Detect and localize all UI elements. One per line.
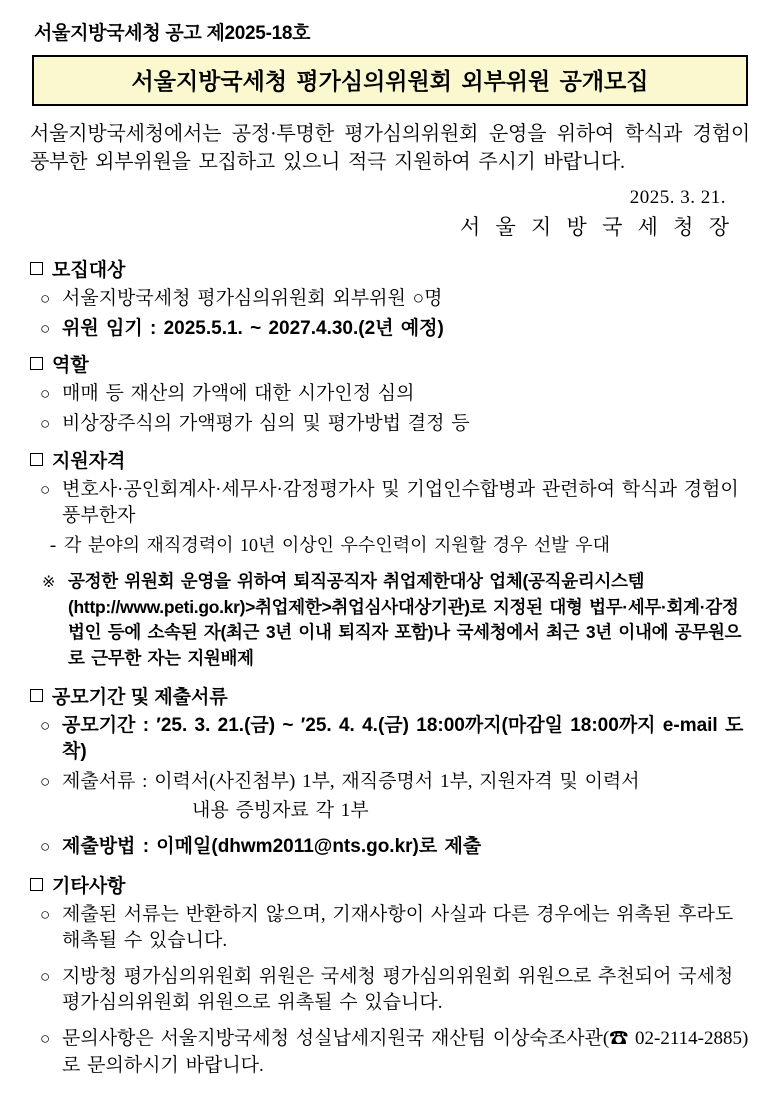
list-item bbox=[26, 902, 754, 954]
list-item-text: 제출된 서류는 반환하지 않으며, 기재사항이 사실과 다른 경우에는 위촉된 후라도 해촉될 수 있습니다. bbox=[62, 903, 734, 951]
circle-bullet-icon: ○ bbox=[40, 715, 51, 735]
list-item-text: 지방청 평가심의위원회 위원은 국세청 평가심의위원회 위원으로 추천되어 국세청 평가심의위원회 위원으로 위촉될 수 있습니다. bbox=[62, 966, 734, 1014]
circle-bullet-icon: ○ bbox=[40, 414, 51, 434]
list-item bbox=[26, 286, 754, 312]
section-recruitment-target bbox=[26, 255, 754, 342]
square-bullet-icon bbox=[30, 878, 43, 891]
list-item bbox=[26, 569, 754, 671]
list-item-text: 위원 임기 : 2025.5.1. ~ 2027.4.30.(2년 예정) bbox=[62, 318, 444, 339]
list-item bbox=[26, 769, 754, 795]
section-heading bbox=[30, 350, 754, 377]
list-item-text: 제출서류 : 이력서(사진첨부) 1부, 재직증명서 1부, 지원자격 및 이력서 bbox=[62, 770, 640, 792]
list-item bbox=[26, 533, 754, 559]
list-item-text: 서울지방국세청 평가심의위원회 외부위원 ○명 bbox=[62, 287, 443, 309]
list-item-text: 각 분야의 재직경력이 10년 이상인 우수인력이 지원할 경우 선발 우대 bbox=[64, 535, 610, 556]
section-heading-label: 역할 bbox=[52, 355, 89, 377]
section-role bbox=[26, 350, 754, 437]
intro-paragraph: 서울지방국세청에서는 공정·투명한 평가심의위원회 운영을 위하여 학식과 경험이 풍부한 외부위원을 모집하고 있으니 적극 지원하여 주시기 바랍니다. bbox=[30, 123, 750, 174]
page-title: 서울지방국세청 평가심의위원회 외부위원 공개모집 bbox=[131, 68, 649, 94]
section-item-list bbox=[26, 713, 754, 861]
square-bullet-icon bbox=[30, 453, 43, 466]
list-item-text: 공모기간 : ′25. 3. 21.(금) ~ ′25. 4. 4.(금) 18:00까지(마감일 18:00까지 e-mail 도착) bbox=[62, 714, 744, 762]
section-heading-label: 기타사항 bbox=[52, 875, 126, 897]
list-item bbox=[26, 1026, 754, 1078]
section-item-list bbox=[26, 902, 754, 1079]
section-heading-label: 모집대상 bbox=[52, 259, 126, 281]
section-other-matters bbox=[26, 871, 754, 1079]
section-item-list bbox=[26, 477, 754, 672]
section-heading bbox=[30, 682, 754, 709]
section-heading bbox=[30, 255, 754, 282]
circle-bullet-icon: ○ bbox=[40, 1029, 51, 1049]
section-period-documents bbox=[26, 682, 754, 861]
section-heading-label: 지원자격 bbox=[52, 450, 126, 472]
spacer bbox=[40, 799, 62, 822]
circle-bullet-icon: ○ bbox=[40, 384, 51, 404]
section-heading bbox=[30, 871, 754, 898]
list-item-text: 비상장주식의 가액평가 심의 및 평가방법 결정 등 bbox=[62, 413, 470, 435]
list-item-text: 문의사항은 서울지방국세청 성실납세지원국 재산팀 이상숙조사관(☎ 02-2114-2885)로 문의하시기 바랍니다. bbox=[62, 1028, 749, 1076]
section-item-list bbox=[26, 381, 754, 437]
circle-bullet-icon: ○ bbox=[40, 967, 51, 987]
list-item-text: 변호사·공인회계사·세무사·감정평가사 및 기업인수합병과 관련하여 학식과 경험이 풍부한자 bbox=[62, 478, 739, 526]
issue-date: 2025. 3. 21. bbox=[629, 186, 726, 208]
circle-bullet-icon: ○ bbox=[40, 479, 51, 499]
list-item-text: 매매 등 재산의 가액에 대한 시가인정 심의 bbox=[62, 383, 415, 405]
circle-bullet-icon: ○ bbox=[40, 904, 51, 924]
list-item-text: 공정한 위원회 운영을 위하여 퇴직공직자 취업제한대상 업체(공직윤리시스템(http://www.peti.go.kr)>취업제한>취업심사대상기관)로 지정된 대형 법무·세무·회계·감정법인 등에 소속된 자(최근 3년 이내 퇴직자 포함)나 국세청에서 최근 3년 이내에 공무원으로 근무한 자는 지원배제 bbox=[68, 571, 742, 668]
section-qualification bbox=[26, 446, 754, 672]
circle-bullet-icon: ○ bbox=[40, 319, 51, 338]
list-item-continuation bbox=[26, 799, 754, 830]
dash-bullet-icon: - bbox=[49, 535, 57, 557]
list-item bbox=[26, 316, 754, 342]
circle-bullet-icon: ○ bbox=[40, 837, 51, 857]
square-bullet-icon bbox=[30, 357, 43, 370]
circle-bullet-icon: ○ bbox=[40, 771, 51, 791]
list-item bbox=[26, 713, 754, 765]
section-heading-label: 공모기간 및 제출서류 bbox=[52, 686, 228, 708]
issuer-name: 서 울 지 방 국 세 청 장 bbox=[459, 214, 734, 239]
square-bullet-icon bbox=[30, 689, 43, 702]
list-item-text: 제출방법 : 이메일(dhwm2011@nts.go.kr)로 제출 bbox=[62, 836, 482, 858]
list-item bbox=[26, 834, 754, 860]
list-item bbox=[26, 411, 754, 437]
circle-bullet-icon: ○ bbox=[40, 288, 51, 308]
list-item bbox=[26, 477, 754, 529]
section-heading bbox=[30, 446, 754, 473]
reference-mark-icon: ※ bbox=[42, 574, 56, 592]
list-item bbox=[26, 381, 754, 407]
list-item bbox=[26, 964, 754, 1016]
section-item-list bbox=[26, 286, 754, 342]
title-banner bbox=[32, 55, 748, 106]
notice-number: 서울지방국세청 공고 제2025-18호 bbox=[34, 23, 311, 44]
list-item-text: 내용 증빙자료 각 1부 bbox=[192, 800, 369, 822]
square-bullet-icon bbox=[30, 262, 43, 275]
